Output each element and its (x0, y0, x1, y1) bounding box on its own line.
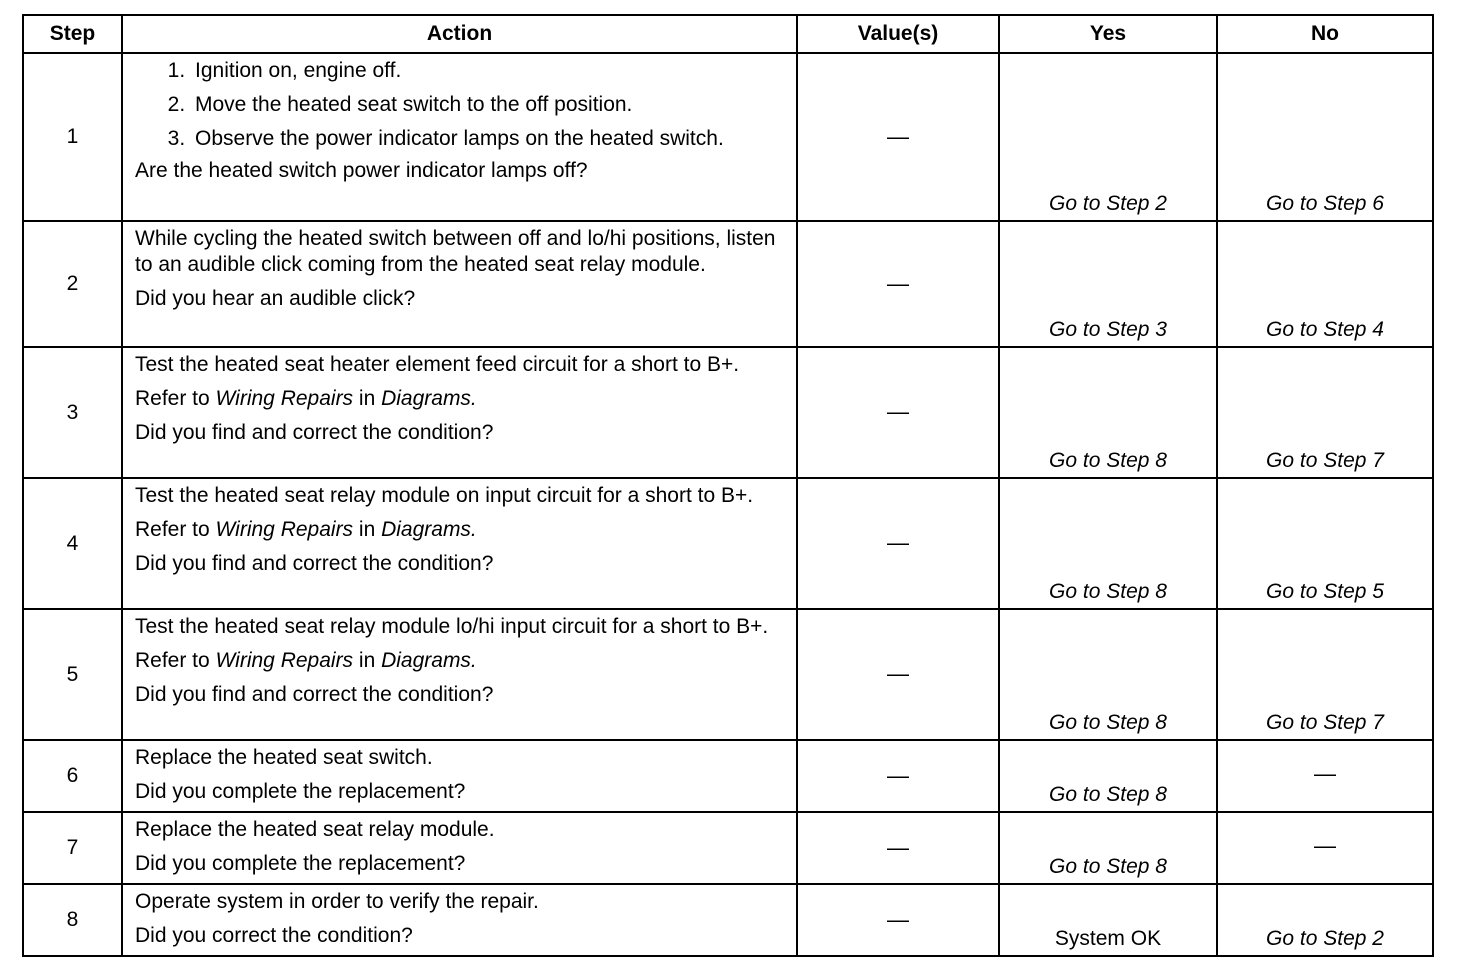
refer-document: Wiring Repairs (215, 518, 354, 541)
no-result: Go to Step 5 (1217, 478, 1433, 609)
value-cell (797, 609, 999, 740)
yes-result: Go to Step 8 (999, 812, 1217, 884)
refer-section: Diagrams. (381, 649, 477, 672)
action-text: Replace the heated seat relay module. (135, 818, 495, 841)
table-row (23, 812, 1433, 884)
refer-section: Diagrams. (381, 387, 477, 410)
action-cell (122, 740, 797, 812)
no-result: Go to Step 4 (1217, 221, 1433, 347)
no-dash: — (1314, 833, 1336, 858)
action-question: Did you find and correct the condition? (135, 552, 494, 575)
refer-document: Wiring Repairs (215, 387, 354, 410)
action-cell (122, 478, 797, 609)
refer-prefix: Refer to (135, 518, 216, 541)
action-text: Replace the heated seat switch. (135, 746, 433, 769)
table-row (23, 221, 1433, 347)
value-cell (797, 884, 999, 956)
header-no: No (1217, 15, 1433, 53)
value-cell (797, 812, 999, 884)
value-dash: — (887, 399, 909, 424)
step-number: 3 (23, 347, 122, 478)
no-result (1217, 812, 1433, 884)
header-yes: Yes (999, 15, 1217, 53)
action-refer (135, 386, 786, 412)
yes-result: Go to Step 3 (999, 221, 1217, 347)
action-refer (135, 648, 786, 674)
value-cell (797, 740, 999, 812)
refer-mid: in (353, 518, 382, 541)
no-result: Go to Step 7 (1217, 347, 1433, 478)
no-dash: — (1314, 761, 1336, 786)
value-dash: — (887, 661, 909, 686)
action-step-item: 2. Move the heated seat switch to the off position. (191, 92, 786, 118)
action-cell (122, 53, 797, 221)
header-values: Value(s) (797, 15, 999, 53)
action-text: Test the heated seat relay module lo/hi input circuit for a short to B+. (135, 615, 769, 638)
yes-result: Go to Step 8 (999, 609, 1217, 740)
header-action: Action (122, 15, 797, 53)
value-cell (797, 221, 999, 347)
diagnostic-table (22, 14, 1434, 957)
step-number: 1 (23, 53, 122, 221)
yes-result: Go to Step 8 (999, 347, 1217, 478)
step-number: 8 (23, 884, 122, 956)
value-cell (797, 53, 999, 221)
step-number: 6 (23, 740, 122, 812)
action-cell (122, 347, 797, 478)
no-result: Go to Step 6 (1217, 53, 1433, 221)
yes-result: Go to Step 8 (999, 740, 1217, 812)
action-question: Did you hear an audible click? (135, 287, 416, 310)
no-result: Go to Step 7 (1217, 609, 1433, 740)
action-text: Test the heated seat relay module on input circuit for a short to B+. (135, 484, 754, 507)
no-result: Go to Step 2 (1217, 884, 1433, 956)
step-number: 4 (23, 478, 122, 609)
no-result (1217, 740, 1433, 812)
yes-result: Go to Step 8 (999, 478, 1217, 609)
yes-result: Go to Step 2 (999, 53, 1217, 221)
table-row (23, 740, 1433, 812)
action-text: Test the heated seat heater element feed circuit for a short to B+. (135, 353, 740, 376)
refer-section: Diagrams. (381, 518, 477, 541)
action-cell (122, 812, 797, 884)
yes-result: System OK (999, 884, 1217, 956)
value-dash: — (887, 270, 909, 296)
table-row (23, 347, 1433, 478)
value-dash: — (887, 762, 909, 788)
action-refer (135, 517, 786, 543)
action-text: While cycling the heated switch between off and lo/hi positions, listen to an audible click coming from the heated seat relay module. (135, 227, 776, 276)
refer-prefix: Refer to (135, 649, 216, 672)
action-question: Did you find and correct the condition? (135, 683, 494, 706)
action-question: Did you complete the replacement? (135, 780, 466, 803)
table-row (23, 609, 1433, 740)
value-dash: — (887, 834, 909, 860)
table-row (23, 478, 1433, 609)
action-question: Are the heated switch power indicator lamps off? (135, 159, 588, 182)
action-text: Operate system in order to verify the repair. (135, 890, 539, 913)
action-question: Did you find and correct the condition? (135, 421, 494, 444)
header-row (23, 15, 1433, 53)
header-step: Step (23, 15, 122, 53)
action-question: Did you correct the condition? (135, 924, 413, 947)
value-cell (797, 478, 999, 609)
action-cell (122, 609, 797, 740)
action-cell (122, 884, 797, 956)
table-row (23, 884, 1433, 956)
refer-mid: in (353, 649, 382, 672)
action-step-item: 1. Ignition on, engine off. (191, 58, 786, 84)
action-steps-list (135, 58, 786, 152)
action-cell (122, 221, 797, 347)
value-dash: — (887, 530, 909, 555)
action-question: Did you complete the replacement? (135, 852, 466, 875)
value-dash: — (887, 123, 909, 149)
step-number: 2 (23, 221, 122, 347)
action-step-item: 3. Observe the power indicator lamps on the heated switch. (191, 126, 786, 152)
refer-prefix: Refer to (135, 387, 216, 410)
value-dash: — (887, 906, 909, 932)
value-cell (797, 347, 999, 478)
step-number: 7 (23, 812, 122, 884)
step-number: 5 (23, 609, 122, 740)
refer-mid: in (353, 387, 382, 410)
refer-document: Wiring Repairs (215, 649, 354, 672)
table-row (23, 53, 1433, 221)
